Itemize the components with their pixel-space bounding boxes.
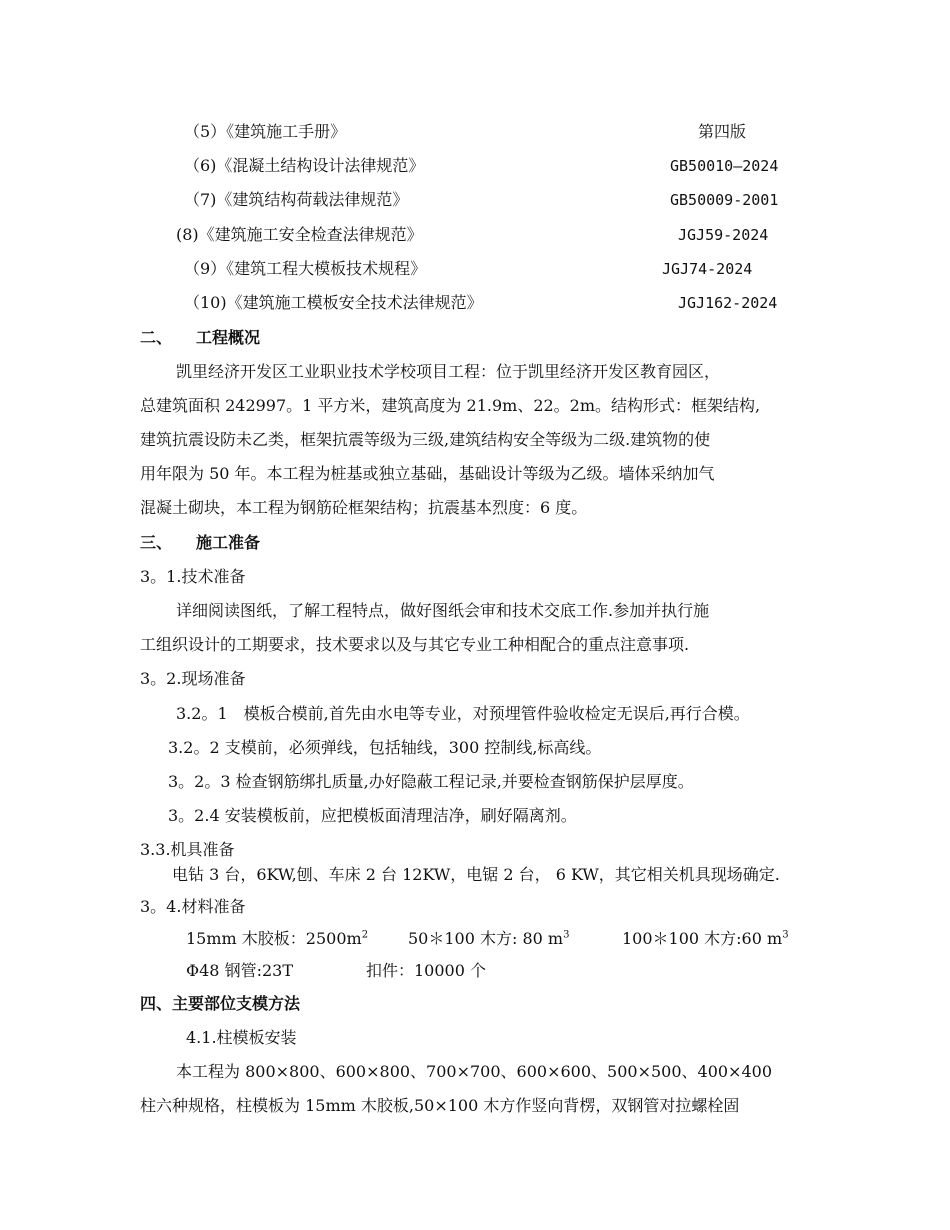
subsection-title: 3。2.现场准备 — [140, 669, 246, 688]
paragraph-line: 凯里经济开发区工业职业技术学校项目工程：位于凯里经济开发区教育园区， — [176, 362, 721, 381]
subsection-title: 3。4.材料准备 — [140, 897, 246, 916]
material-item: 50＊100 木方: 80 $m^3$ — [408, 929, 570, 948]
reference-title: (8)《建筑施工安全检查法律规范》 — [176, 225, 423, 244]
section-heading-number: 三、 — [140, 533, 173, 552]
reference-code: JGJ162-2024 — [678, 294, 778, 312]
paragraph-line: 总建筑面积 242997。1 平方米，建筑高度为 21.9m、22。2m。结构形式：框架结构, — [140, 396, 761, 415]
paragraph-line: 电钻 3 台，6KW,刨、车床 2 台 12KW，电锯 2 台， 6 KW，其它相关机具现场确定. — [172, 865, 780, 884]
paragraph-line: 用年限为 50 年。本工程为桩基或独立基础，基础设计等级为乙级。墙体采纳加气 — [140, 464, 715, 483]
reference-title: （7)《建筑结构荷载法律规范》 — [184, 190, 409, 209]
paragraph-line: 柱六种规格，柱模板为 15mm 木胶板,50×100 木方作竖向背楞，双钢管对拉螺栓固 — [140, 1096, 740, 1115]
material-item: 15mm 木胶板：$2500m^2$ — [186, 929, 369, 948]
list-item: 3.2。2 支模前，必须弹线，包括轴线，300 控制线,标高线。 — [168, 738, 602, 757]
material-item: 100＊100 木方:60 $m^3$ — [622, 929, 789, 948]
reference-code: JGJ59-2024 — [678, 226, 769, 244]
paragraph-line: 建筑抗震设防未乙类，框架抗震等级为三级,建筑结构安全等级为二级.建筑物的使 — [140, 430, 711, 449]
list-item: 3。2。3 检查钢筋绑扎质量,办好隐蔽工程记录,并要检查钢筋保护层厚度。 — [168, 772, 694, 791]
reference-code: GB50009-2001 — [670, 191, 779, 209]
section-heading: 工程概况 — [196, 328, 261, 347]
reference-title: （10)《建筑施工模板安全技术法律规范》 — [184, 293, 483, 312]
reference-code: JGJ74-2024 — [662, 260, 753, 278]
reference-title: （6)《混凝土结构设计法律规范》 — [184, 156, 425, 175]
subsection-title: 4.1.柱模板安装 — [186, 1028, 297, 1047]
list-item: 3.2。1 模板合模前,首先由水电等专业，对预埋管件验收检定无误后,再行合模。 — [176, 704, 750, 723]
section-heading-number: 二、 — [140, 328, 173, 347]
reference-title: （9）《建筑工程大模板技术规程》 — [184, 259, 427, 278]
list-item: 3。2.4 安装模板前，应把模板面清理洁净，刷好隔离剂。 — [168, 806, 577, 825]
paragraph-line: 详细阅读图纸，了解工程特点，做好图纸会审和技术交底工作.参加并执行施 — [176, 601, 710, 620]
section-heading: 四、主要部位支模方法 — [140, 994, 301, 1013]
reference-title: （5）《建筑施工手册》 — [184, 122, 347, 141]
material-item: 扣件：10000 个 — [366, 961, 486, 980]
subsection-title: 3。1.技术准备 — [140, 567, 246, 586]
paragraph-line: 混凝土砌块，本工程为钢筋砼框架结构；抗震基本烈度：6 度。 — [140, 498, 588, 517]
reference-code: GB50010—2024 — [670, 157, 779, 175]
paragraph-line: 本工程为 800×800、600×800、700×700、600×600、500×500、400×400 — [176, 1062, 772, 1081]
reference-code: 第四版 — [698, 122, 747, 141]
subsection-title: 3.3.机具准备 — [140, 840, 235, 859]
paragraph-line: 工组织设计的工期要求，技术要求以及与其它专业工种相配合的重点注意事项. — [140, 635, 690, 654]
section-heading: 施工准备 — [196, 533, 261, 552]
material-item: Φ48 钢管:23T — [186, 961, 293, 980]
